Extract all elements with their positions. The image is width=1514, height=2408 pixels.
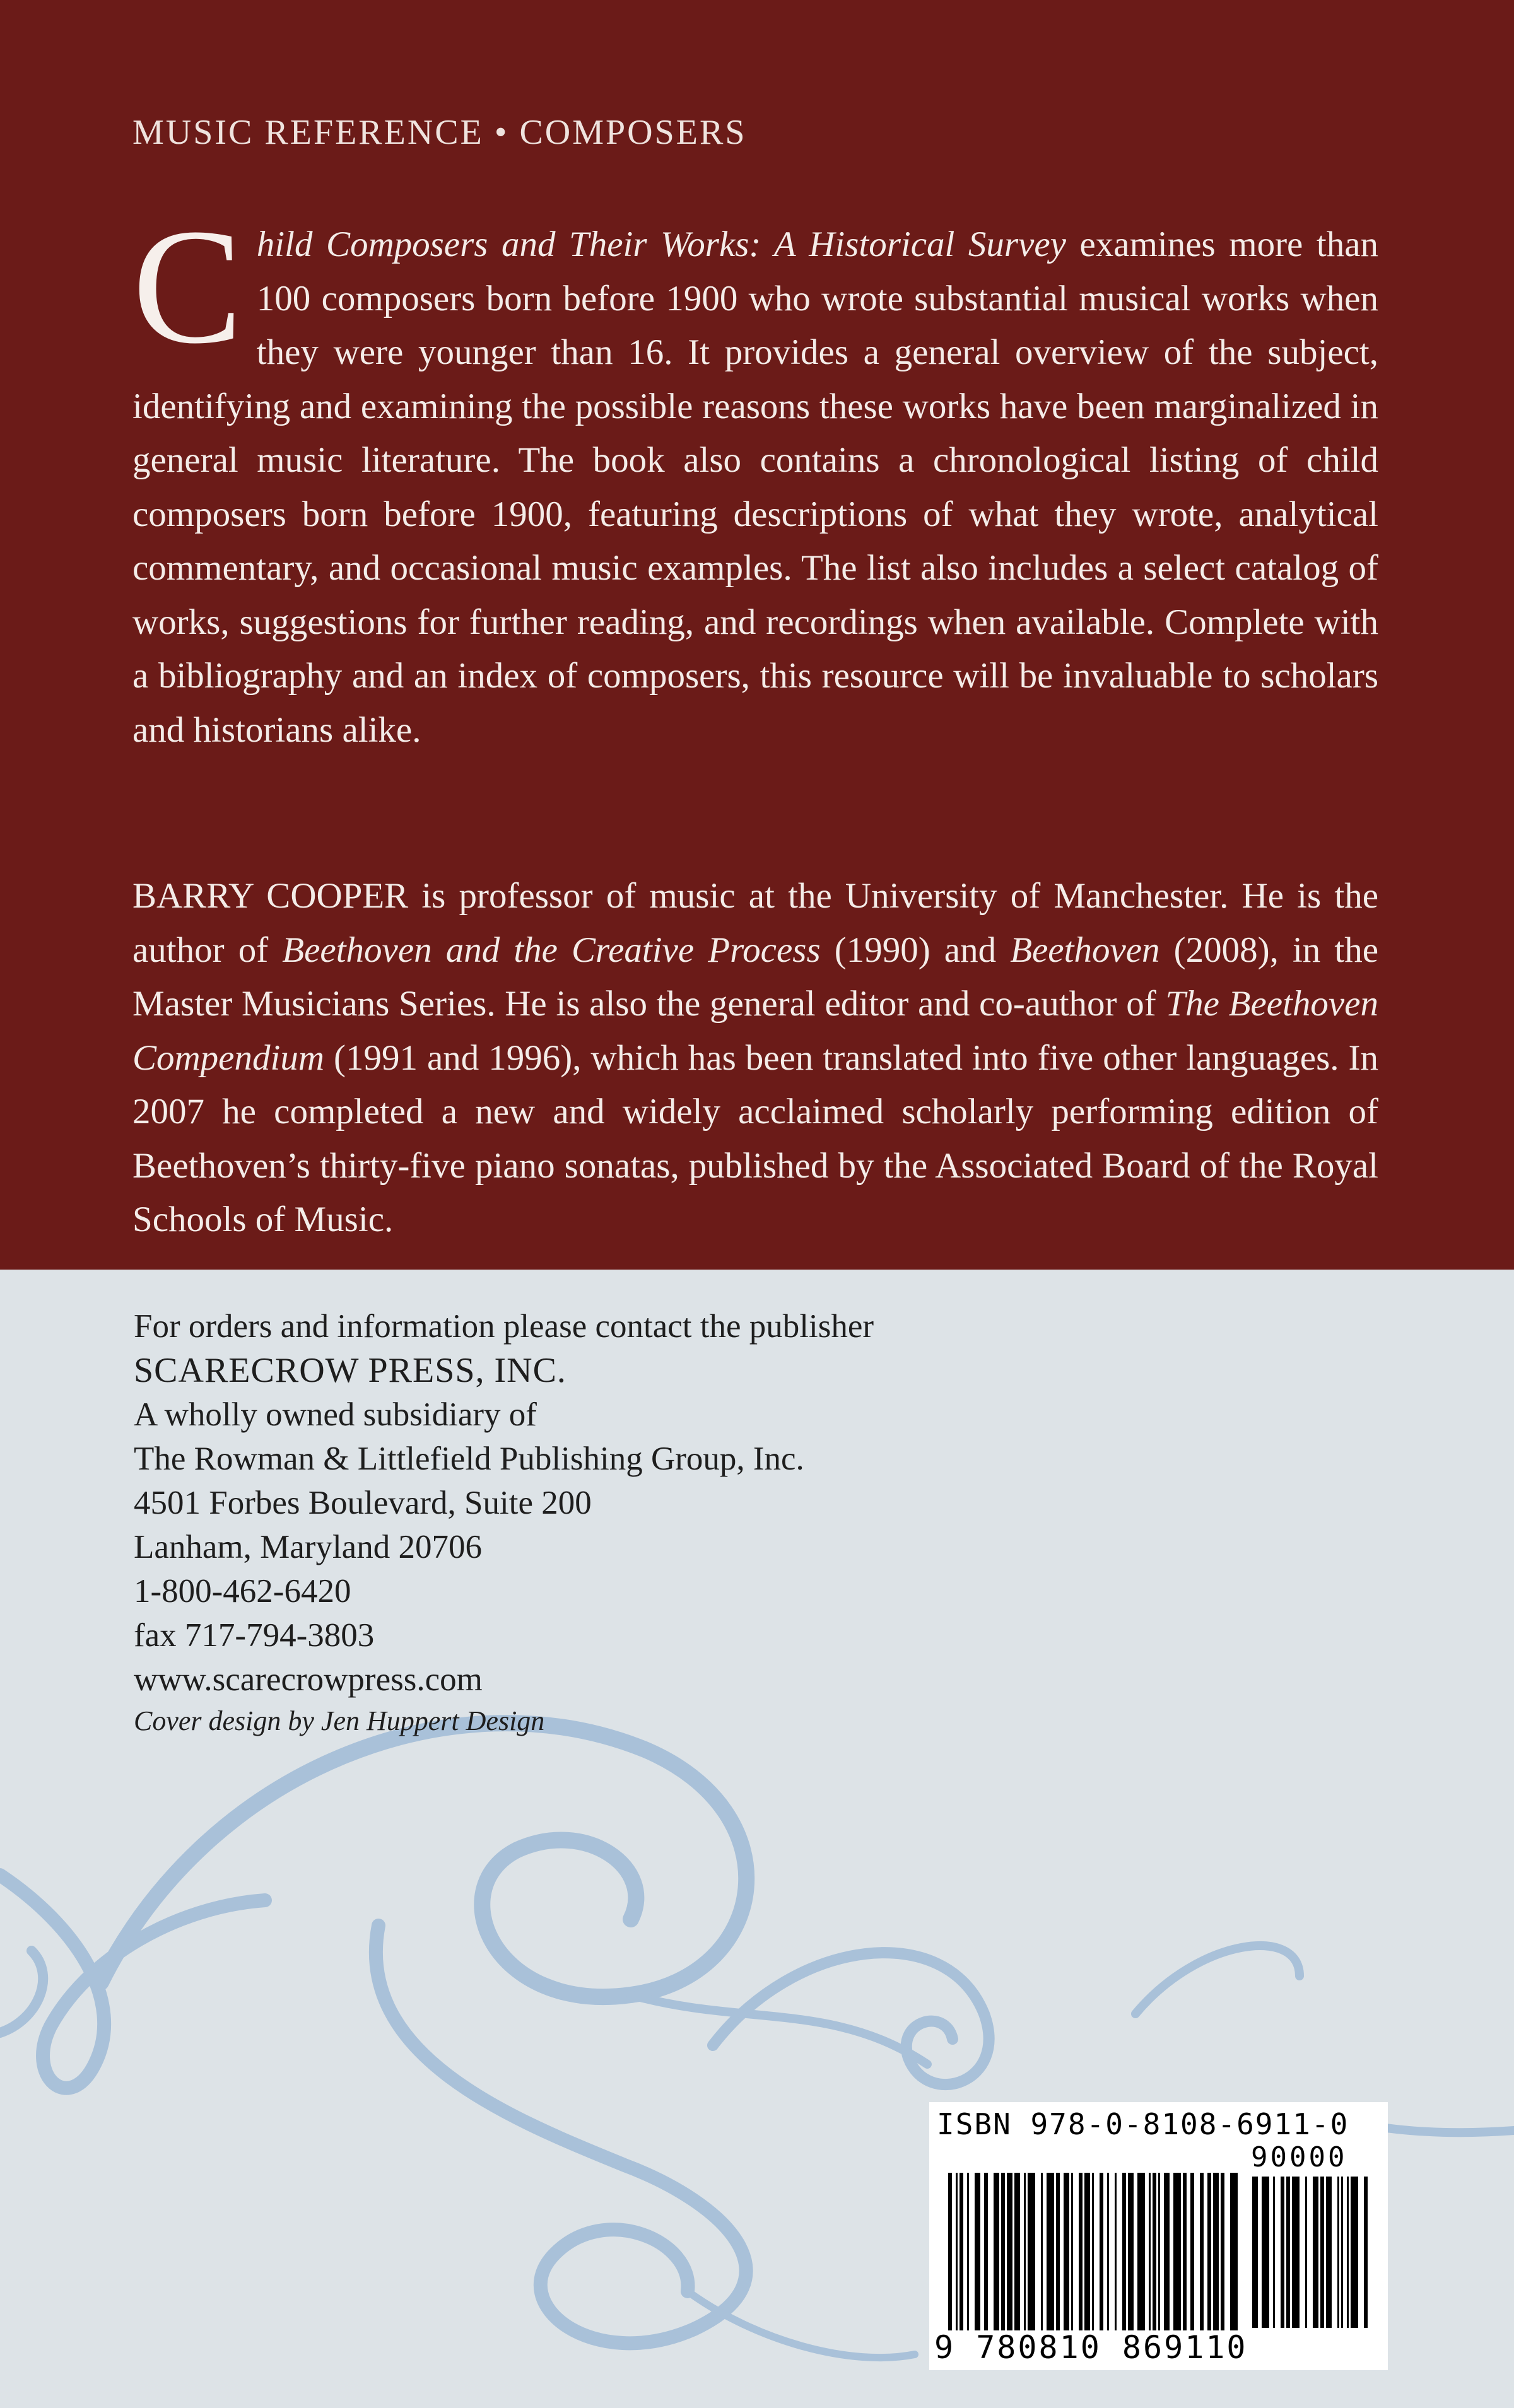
publisher-name: SCARECROW PRESS, INC. [134, 1351, 566, 1390]
barcode-bar [1158, 2173, 1160, 2330]
barcode-bar [1364, 2177, 1368, 2328]
ean-barcode-icon [948, 2173, 1245, 2330]
publisher-panel [0, 1270, 1514, 2408]
ean-digits: 9 780810 869110 [934, 2329, 1248, 2366]
barcode-bar [1351, 2177, 1358, 2328]
website-link: www.scarecrowpress.com [134, 1661, 483, 1698]
barcode-bar [1292, 2177, 1300, 2328]
barcode-bar [1100, 2173, 1103, 2330]
barcode-bar [1164, 2173, 1170, 2330]
isbn-barcode [929, 2102, 1388, 2370]
street-address: 4501 Forbes Boulevard, Suite 200 [134, 1485, 592, 1521]
barcode-bar [1207, 2173, 1211, 2330]
barcode-bar [1252, 2177, 1258, 2328]
barcode-bar [1071, 2173, 1073, 2330]
barcode-bar [956, 2173, 958, 2330]
price-addon: 90000 [1251, 2141, 1347, 2173]
barcode-bar [1024, 2173, 1026, 2330]
barcode-bar [1107, 2173, 1109, 2330]
barcode-bar [994, 2173, 999, 2330]
barcode-bar [967, 2173, 969, 2330]
barcode-bar [1230, 2173, 1238, 2330]
barcode-bar [1200, 2173, 1204, 2330]
contact-intro: For orders and information please contact the publisher [134, 1308, 874, 1345]
barcode-bar [1014, 2173, 1020, 2330]
drop-cap: C [132, 195, 243, 378]
barcode-bar [1092, 2173, 1094, 2330]
subsidiary-line: A wholly owned subsidiary of [134, 1396, 537, 1433]
barcode-bar [1041, 2173, 1043, 2330]
barcode-bar [1305, 2177, 1307, 2328]
book-title: hild Composers and Their Works: A Historical Survey [256, 225, 1066, 264]
barcode-bar [1347, 2177, 1349, 2328]
barcode-bar [1064, 2173, 1069, 2330]
description-body: examines more than 100 composers born before 1900 who wrote substantial musical works when they were younger than 16. It provides a general overview of the subject, identifying and examining the possible reasons these works have been marginalized in general music literature. The book also contains a chronological listing of child composers born before 1900, featuring descriptions of what they wrote, analytical commentary, and occasional music examples. The list also includes a select catalog of works, suggestions for further reading, and recordings when available. Complete with a bibliography and an index of composers, this resource will be invaluable to scholars and historians alike. [132, 225, 1379, 750]
bio-text-1: BARRY COOPER is professor of music at the University of Manchester. He is the author of [132, 876, 1378, 970]
publisher-contact [134, 1304, 874, 1702]
addon-barcode-icon [1252, 2177, 1378, 2328]
barcode-bar [1153, 2173, 1156, 2330]
city-address: Lanham, Maryland 20706 [134, 1529, 482, 1565]
barcode-bar [1115, 2173, 1117, 2330]
bio-text-3: (2008), in the Master Musicians Series. He is also the general editor and co-author of [132, 930, 1379, 1024]
barcode-bar [1007, 2173, 1012, 2330]
barcode-bar [1079, 2173, 1083, 2330]
barcode-bar [1190, 2173, 1194, 2330]
barcode-bar [1337, 2177, 1339, 2328]
barcode-bar [1262, 2177, 1269, 2328]
barcode-bar [1056, 2173, 1060, 2330]
category-label: MUSIC REFERENCE • COMPOSERS [132, 113, 747, 152]
barcode-bar [1320, 2177, 1324, 2328]
fax-number: fax 717-794-3803 [134, 1617, 375, 1654]
barcode-bar [959, 2173, 963, 2330]
barcode-bar [1128, 2173, 1134, 2330]
book-description [132, 195, 1379, 757]
barcode-bar [1047, 2173, 1054, 2330]
barcode-bar [1149, 2173, 1151, 2330]
barcode-bar [1326, 2177, 1332, 2328]
cover-credit: Cover design by Jen Huppert Design [134, 1705, 545, 1736]
barcode-bar [1221, 2173, 1224, 2330]
barcode-bar [1183, 2173, 1187, 2330]
bio-text-4: (1991 and 1996), which has been translated into five other languages. In 2007 he completed a new and widely acclaimed scholarly performing edition of Beethoven’s thirty-five piano sonatas, published by the Associated Board of the Royal Schools of Music. [132, 1037, 1378, 1239]
barcode-bar [1313, 2177, 1318, 2328]
barcode-bar [984, 2173, 988, 2330]
barcode-bar [975, 2173, 980, 2330]
parent-company: The Rowman & Littlefield Publishing Group, Inc. [134, 1441, 804, 1477]
bio-text-2: (1990) and [820, 930, 1011, 970]
barcode-bar [948, 2173, 952, 2330]
barcode-bar [1173, 2173, 1181, 2330]
barcode-bar [1213, 2173, 1219, 2330]
barcode-bar [1028, 2173, 1035, 2330]
phone-number: 1-800-462-6420 [134, 1573, 351, 1610]
barcode-bar [1122, 2173, 1126, 2330]
bio-book-3: The Beethoven Compendium [132, 984, 1378, 1078]
barcode-bar [1281, 2177, 1284, 2328]
author-bio [132, 869, 1378, 1247]
isbn-number: ISBN 978-0-8108-6911-0 [937, 2107, 1349, 2141]
barcode-bar [1084, 2173, 1090, 2330]
barcode-bar [1341, 2177, 1343, 2328]
barcode-bar [1273, 2177, 1275, 2328]
bio-book-1: Beethoven and the Creative Process [282, 930, 821, 970]
barcode-bar [1001, 2173, 1005, 2330]
bio-book-2: Beethoven [1010, 930, 1160, 970]
barcode-bar [1286, 2177, 1290, 2328]
barcode-bar [1137, 2173, 1145, 2330]
